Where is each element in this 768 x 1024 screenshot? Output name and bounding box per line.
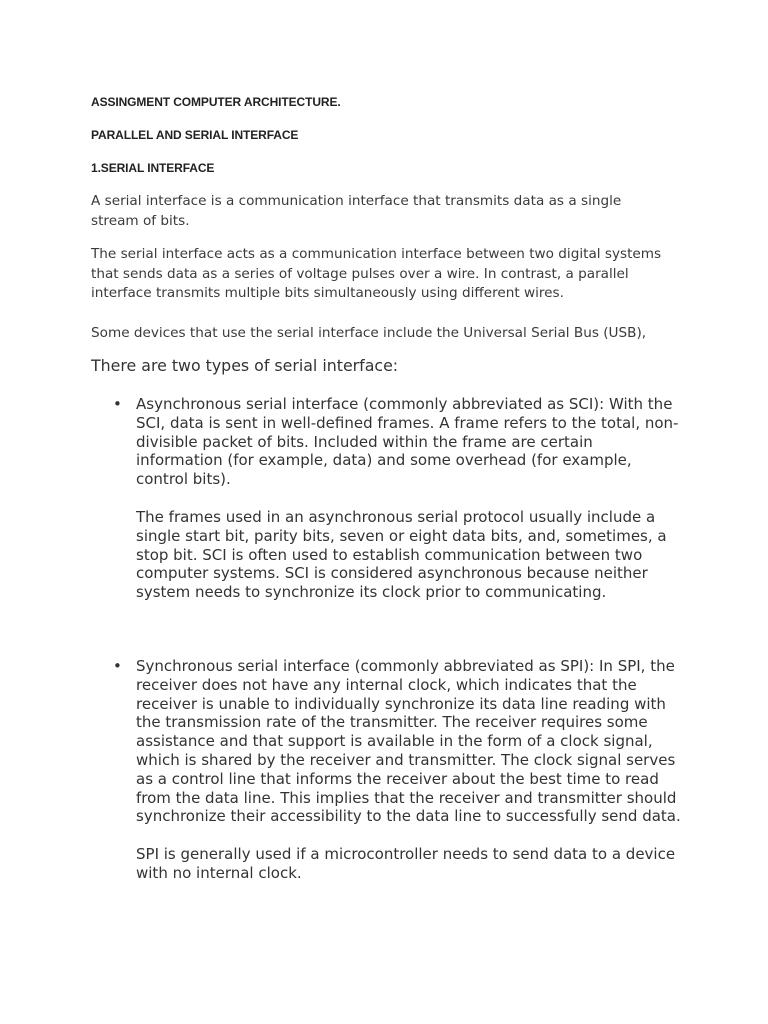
bullet-icon: • [113,657,122,675]
bullet-paragraph: SPI is generally used if a microcontroller needs to send data to a device with no internal clock. [136,845,676,882]
paragraph-definition: A serial interface is a communication interface that transmits data as a single stream of bits. [91,193,622,229]
bullet-paragraph: The frames used in an asynchronous serial protocol usually include a single start bit, parity bits, seven or eight data bits, and, sometimes, a stop bit. SCI is often used to establish communication between two computer systems. SCI is considered asynchronous because neither system needs to synchronize its clock prior to communicating. [136,507,667,602]
bullet-paragraph: Synchronous serial interface (commonly abbreviated as SPI): In SPI, the receiver does not have any internal clock, which indicates that the receiver is unable to individually synchronize its data line reading with the transmission rate of the transmitter. The receiver requires some assistance and that support is available in the form of a clock signal, which is shared by the receiver and transmitter. The clock signal serves as a control line that informs the receiver about the best time to read from the data line. This implies that the receiver and transmitter should synchronize their accessibility to the data line to successfully send data. [136,657,681,826]
bullet-text [136,657,684,883]
types-intro: There are two types of serial interface: [91,356,399,375]
document-subtitle: PARALLEL AND SERIAL INTERFACE [91,128,299,142]
document-title: ASSINGMENT COMPUTER ARCHITECTURE. [91,95,341,109]
paragraph-comparison: The serial interface acts as a communication interface between two digital systems that sends data as a series of voltage pulses over a wire. In contrast, a parallel interface transmits multiple bits simultaneously using different wires. [91,246,662,301]
bullet-paragraph: Asynchronous serial interface (commonly abbreviated as SCI): With the SCI, data is sent in well-defined frames. A frame refers to the total, non-divisible packet of bits. Included within the frame are certain information (for example, data) and some overhead (for example, control bits). [136,395,679,489]
paragraph-devices: Some devices that use the serial interface include the Universal Serial Bus (USB), [91,325,647,341]
section-heading: 1.SERIAL INTERFACE [91,161,215,175]
bullet-icon: • [113,395,122,413]
bullet-text [136,395,684,602]
